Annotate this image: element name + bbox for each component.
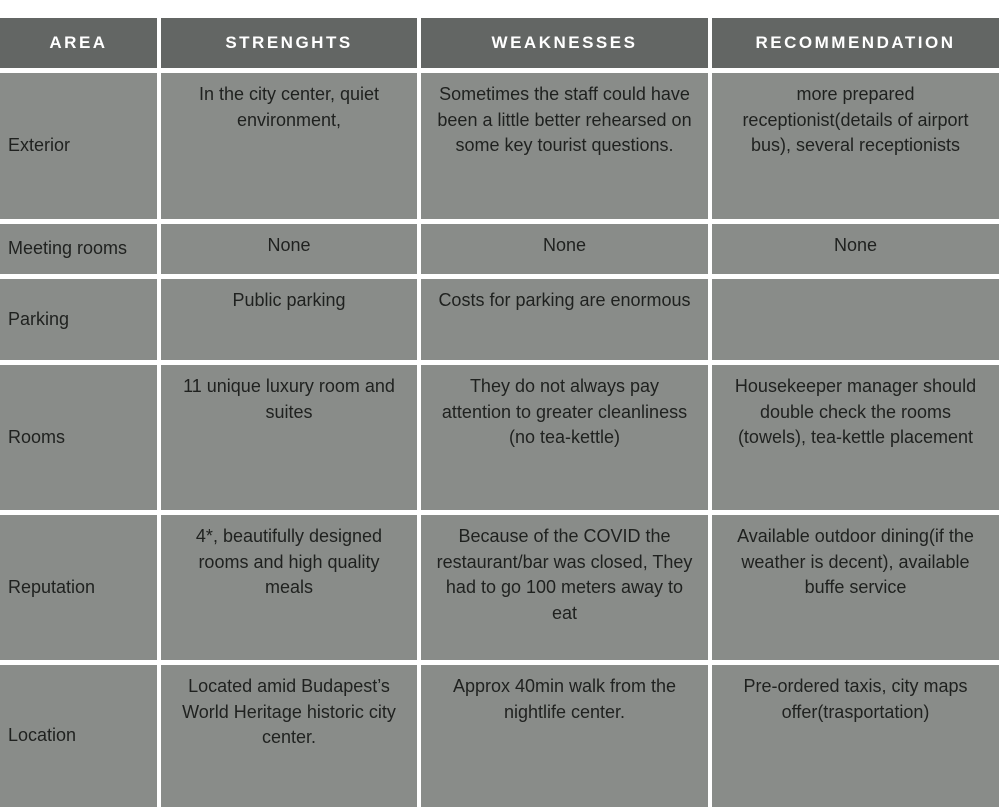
area-cell: Location — [0, 665, 157, 807]
strengths-cell: In the city center, quiet environment, — [161, 73, 417, 219]
weaknesses-cell: Costs for parking are enormous — [421, 279, 708, 360]
strengths-cell: Public parking — [161, 279, 417, 360]
recommendation-cell: more prepared receptionist(details of airport bus), several receptionists — [712, 73, 999, 219]
weaknesses-cell: Sometimes the staff could have been a little better rehearsed on some key tourist questions. — [421, 73, 708, 219]
strengths-cell: 11 unique luxury room and suites — [161, 365, 417, 510]
header-strengths: STRENGHTS — [161, 18, 417, 68]
strengths-cell: None — [161, 224, 417, 274]
weaknesses-cell: They do not always pay attention to greater cleanliness (no tea-kettle) — [421, 365, 708, 510]
recommendation-cell: Available outdoor dining(if the weather is decent), available buffe service — [712, 515, 999, 660]
weaknesses-cell: Approx 40min walk from the nightlife center. — [421, 665, 708, 807]
area-cell: Meeting rooms — [0, 224, 157, 274]
area-cell: Parking — [0, 279, 157, 360]
header-area: AREA — [0, 18, 157, 68]
header-weaknesses: WEAKNESSES — [421, 18, 708, 68]
area-cell: Rooms — [0, 365, 157, 510]
strengths-cell: 4*, beautifully designed rooms and high quality meals — [161, 515, 417, 660]
recommendation-cell: Pre-ordered taxis, city maps offer(trasportation) — [712, 665, 999, 807]
weaknesses-cell: Because of the COVID the restaurant/bar was closed, They had to go 100 meters away to eat — [421, 515, 708, 660]
area-cell: Exterior — [0, 73, 157, 219]
recommendation-cell: Housekeeper manager should double check the rooms (towels), tea-kettle placement — [712, 365, 999, 510]
recommendation-cell: None — [712, 224, 999, 274]
recommendation-cell — [712, 279, 999, 360]
header-recommendation: RECOMMENDATION — [712, 18, 999, 68]
strengths-cell: Located amid Budapest’s World Heritage historic city center. — [161, 665, 417, 807]
area-cell: Reputation — [0, 515, 157, 660]
weaknesses-cell: None — [421, 224, 708, 274]
swot-table — [0, 18, 999, 807]
